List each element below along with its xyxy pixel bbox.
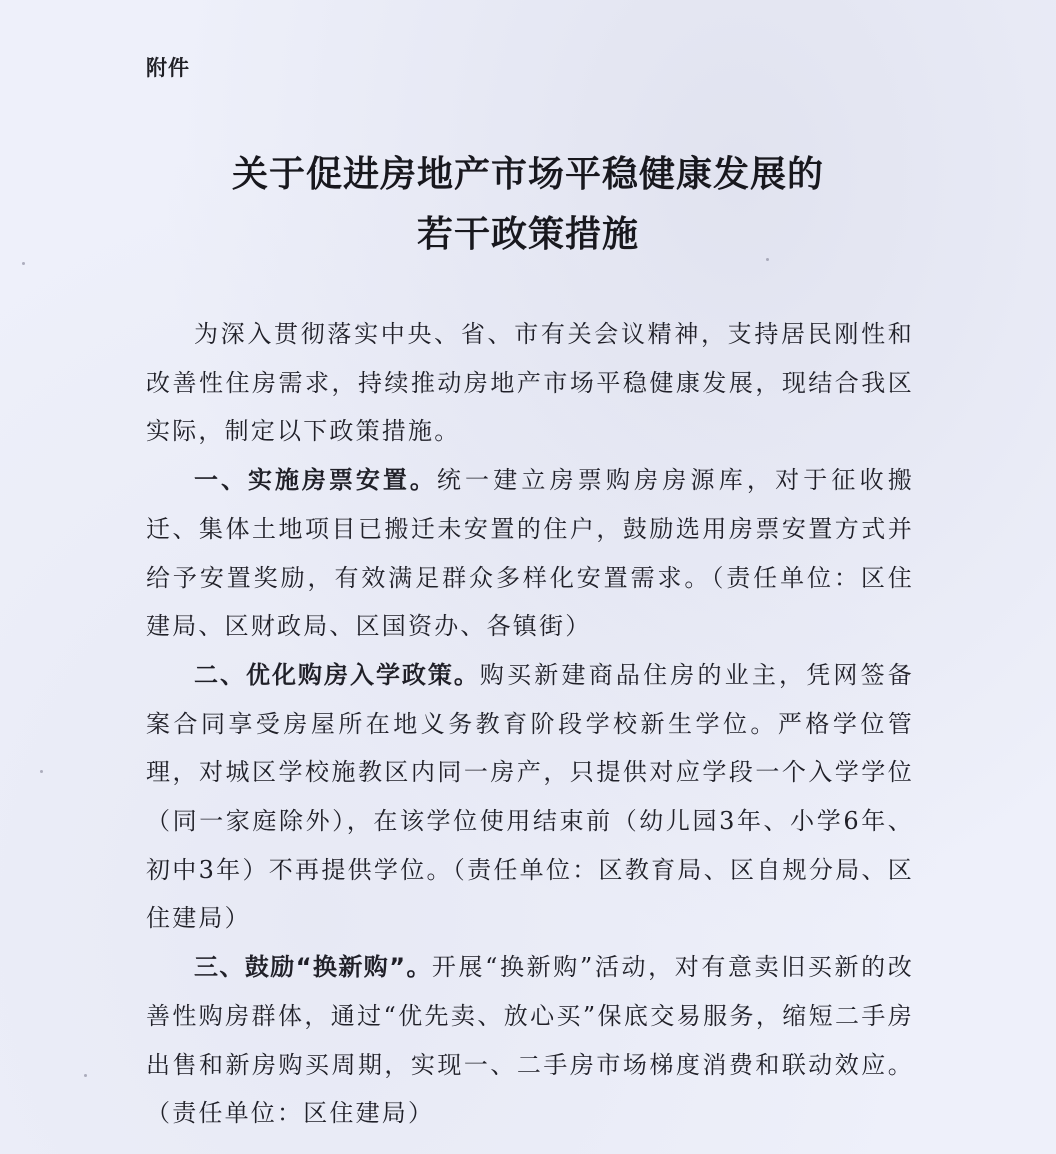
- intro-paragraph: 为深入贯彻落实中央、省、市有关会议精神，支持居民刚性和改善性住房需求，持续推动房地产市场平稳健康发展，现结合我区实际，制定以下政策措施。: [146, 320, 914, 446]
- measure-text-2: 购买新建商品住房的业主，凭网签备案合同享受房屋所在地义务教育阶段学校新生学位。严格学位管理，对城区学校施教区内同一房产，只提供对应学段一个入学学位（同一家庭除外），在该学位使用结束前（幼儿园3年、小学6年、初中3年）不再提供学位。（责任单位：区教育局、区自规分局、区住建局）: [146, 660, 915, 933]
- document-body: [146, 310, 914, 1138]
- measure-text-3: 开展“换新购”活动，对有意卖旧买新的改善性购房群体，通过“优先卖、放心买”保底交易服务，缩短二手房出售和新房购买周期，实现一、二手房市场梯度消费和联动效应。（责任单位：区住建局）: [146, 953, 914, 1128]
- document-title-line-1: 关于促进房地产市场平稳健康发展的: [231, 153, 824, 195]
- measure-heading-1: 一、实施房票安置。: [194, 466, 437, 495]
- scan-speck: [40, 770, 43, 773]
- measure-paragraph-3: [146, 943, 914, 1138]
- measure-heading-2: 二、优化购房入学政策。: [194, 660, 480, 689]
- scan-speck: [766, 258, 769, 261]
- scan-speck: [22, 262, 25, 265]
- measure-paragraph-1: [146, 456, 914, 651]
- document-title-line-2: 若干政策措施: [416, 213, 639, 255]
- measure-text-1: 统一建立房票购房房源库，对于征收搬迁、集体土地项目已搬迁未安置的住户，鼓励选用房票安置方式并给予安置奖励，有效满足群众多样化安置需求。（责任单位：区住建局、区财政局、区国资办、各镇街）: [146, 466, 914, 641]
- attachment-label: 附件: [146, 56, 190, 80]
- scan-speck: [84, 1074, 87, 1077]
- measure-paragraph-2: [146, 651, 914, 943]
- measure-heading-3: 三、鼓励“换新购”。: [194, 953, 432, 982]
